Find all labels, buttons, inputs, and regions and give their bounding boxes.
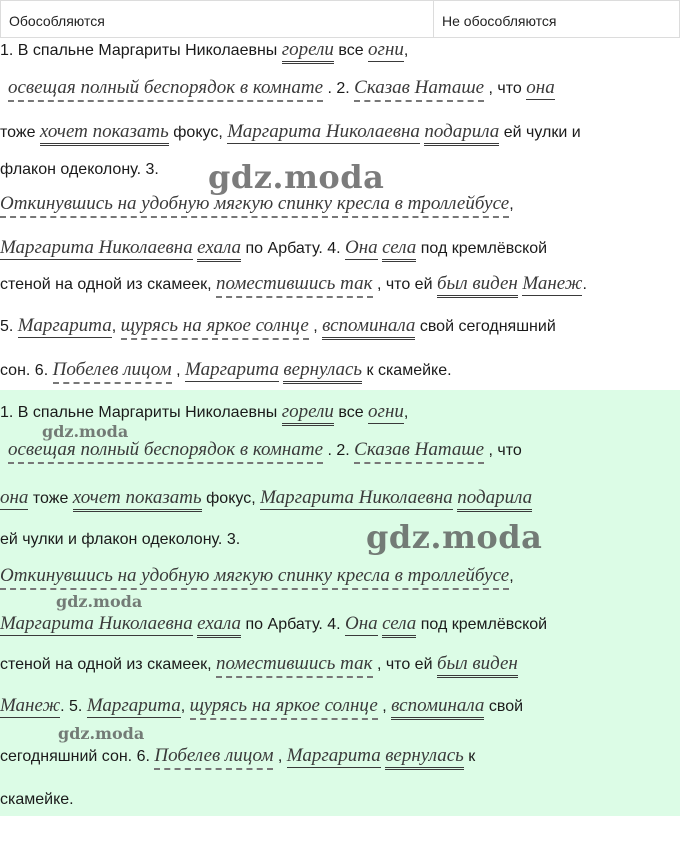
plain-text: , [308, 318, 323, 335]
plain-text: флакон одеколону. 3. [0, 161, 159, 178]
plain-text: стеной на одной из скамеек, [0, 276, 216, 293]
plain-text: . [582, 276, 587, 293]
predicate: вспоминала [322, 315, 415, 340]
predicate: подарила [424, 121, 499, 146]
adverbial-phrase: поместившись так [216, 653, 373, 678]
subject: она [526, 77, 555, 98]
subject: Маргарита [86, 695, 181, 716]
text-line [0, 694, 523, 719]
plain-text: , что [484, 442, 522, 459]
plain-text: , [111, 318, 121, 335]
predicate: хочет показать [73, 487, 202, 512]
subject: Маргарита [185, 359, 279, 380]
subject: Маргарита [286, 745, 381, 766]
adverbial-phrase: Откинувшись на удобную мягкую спинку кресла в троллейбусе [0, 193, 509, 218]
subject: огни [368, 39, 404, 60]
plain-text: все [333, 404, 369, 421]
plain-text: фокус, [168, 124, 228, 141]
watermark: gdz.moda [56, 592, 143, 611]
text-line [8, 76, 555, 101]
plain-text: , [509, 196, 514, 213]
answer-block-1 [0, 38, 680, 390]
table-header [0, 0, 680, 38]
plain-text: , [509, 568, 514, 585]
plain-text: , [377, 698, 392, 715]
adverbial-phrase: щурясь на яркое солнце [121, 315, 309, 340]
plain-text: ей чулки и флакон одеколону. 3. [0, 531, 241, 548]
plain-text: тоже [28, 490, 73, 507]
text-line [8, 438, 522, 463]
adverbial-phrase: Побелев лицом [53, 359, 172, 384]
subject: Маргарита [17, 315, 112, 336]
text-line [0, 158, 159, 182]
plain-text: по Арбату. 4. [241, 240, 346, 257]
plain-text: . 2. [323, 442, 355, 459]
adverbial-phrase: Побелев лицом [154, 745, 273, 770]
plain-text: скамейке. [0, 791, 74, 808]
watermark: gdz.moda [42, 422, 129, 441]
text-line [0, 788, 74, 812]
text-line [0, 400, 408, 425]
plain-text: к [463, 748, 476, 765]
subject: Маргарита Николаевна [0, 613, 193, 634]
plain-text: 5. [0, 318, 18, 335]
subject: Манеж [522, 273, 583, 294]
plain-text: свой сегодняшний [415, 318, 556, 335]
adverbial-phrase: Откинувшись на удобную мягкую спинку кресла в троллейбусе [0, 565, 509, 590]
text-line [0, 192, 514, 217]
plain-text: к скамейке. [362, 362, 452, 379]
plain-text: , что ей [372, 276, 437, 293]
predicate: горели [282, 401, 334, 426]
text-line [0, 652, 518, 677]
adverbial-phrase: Сказав Наташе [354, 439, 484, 464]
plain-text: по Арбату. 4. [241, 616, 346, 633]
plain-text: , [171, 362, 186, 379]
text-line [0, 564, 514, 589]
plain-text: 1. В спальне Маргариты Николаевны [0, 404, 282, 421]
text-line [0, 486, 532, 511]
text-line [0, 272, 587, 297]
header-not-isolated: Не обособляются [434, 0, 680, 38]
plain-text: все [333, 42, 369, 59]
plain-text: , [180, 698, 190, 715]
text-line [0, 314, 556, 339]
plain-text: . 2. [323, 80, 355, 97]
predicate: был виден [437, 273, 518, 298]
plain-text: , [273, 748, 287, 765]
text-line [0, 38, 408, 63]
plain-text: под кремлёвской [416, 240, 548, 257]
text-line [0, 358, 452, 383]
subject: Она [345, 613, 378, 634]
plain-text: , [403, 404, 409, 421]
text-line [0, 120, 581, 145]
predicate: вернулась [385, 745, 464, 770]
subject: Маргарита Николаевна [260, 487, 453, 508]
subject: огни [368, 401, 404, 422]
watermark: gdz.moda [208, 158, 385, 196]
plain-text: фокус, [201, 490, 261, 507]
subject: Маргарита Николаевна [0, 237, 193, 258]
watermark: gdz.moda [58, 724, 145, 743]
adverbial-phrase: Сказав Наташе [354, 77, 484, 102]
plain-text: , [403, 42, 409, 59]
predicate: ехала [197, 237, 241, 262]
adverbial-phrase: освещая полный беспорядок в комнате [8, 439, 323, 464]
predicate: подарила [457, 487, 532, 512]
predicate: хочет показать [40, 121, 169, 146]
predicate: ехала [197, 613, 241, 638]
header-isolated: Обособляются [0, 0, 434, 38]
adverbial-phrase: щурясь на яркое солнце [190, 695, 378, 720]
predicate: вспоминала [391, 695, 484, 720]
text-line [0, 612, 547, 637]
predicate: вернулась [283, 359, 362, 384]
watermark: gdz.moda [366, 518, 543, 556]
plain-text: , что [484, 80, 527, 97]
plain-text: , что ей [372, 656, 437, 673]
plain-text: свой [484, 698, 524, 715]
plain-text: тоже [0, 124, 40, 141]
predicate: был виден [437, 653, 518, 678]
subject: Она [345, 237, 378, 258]
subject: Манеж [0, 695, 61, 716]
text-line [0, 236, 547, 261]
plain-text: под кремлёвской [416, 616, 548, 633]
plain-text: . 5. [60, 698, 87, 715]
plain-text: стеной на одной из скамеек, [0, 656, 216, 673]
predicate: горели [282, 39, 334, 64]
adverbial-phrase: поместившись так [216, 273, 373, 298]
subject: она [0, 487, 29, 508]
text-line [0, 744, 475, 769]
text-line [0, 528, 240, 552]
plain-text: ей чулки и [499, 124, 581, 141]
subject: Маргарита Николаевна [227, 121, 420, 142]
adverbial-phrase: освещая полный беспорядок в комнате [8, 77, 323, 102]
predicate: села [382, 613, 416, 638]
plain-text: сегодняшний сон. 6. [0, 748, 155, 765]
predicate: села [382, 237, 416, 262]
plain-text: сон. 6. [0, 362, 53, 379]
plain-text: 1. В спальне Маргариты Николаевны [0, 42, 282, 59]
answer-block-2 [0, 390, 680, 816]
